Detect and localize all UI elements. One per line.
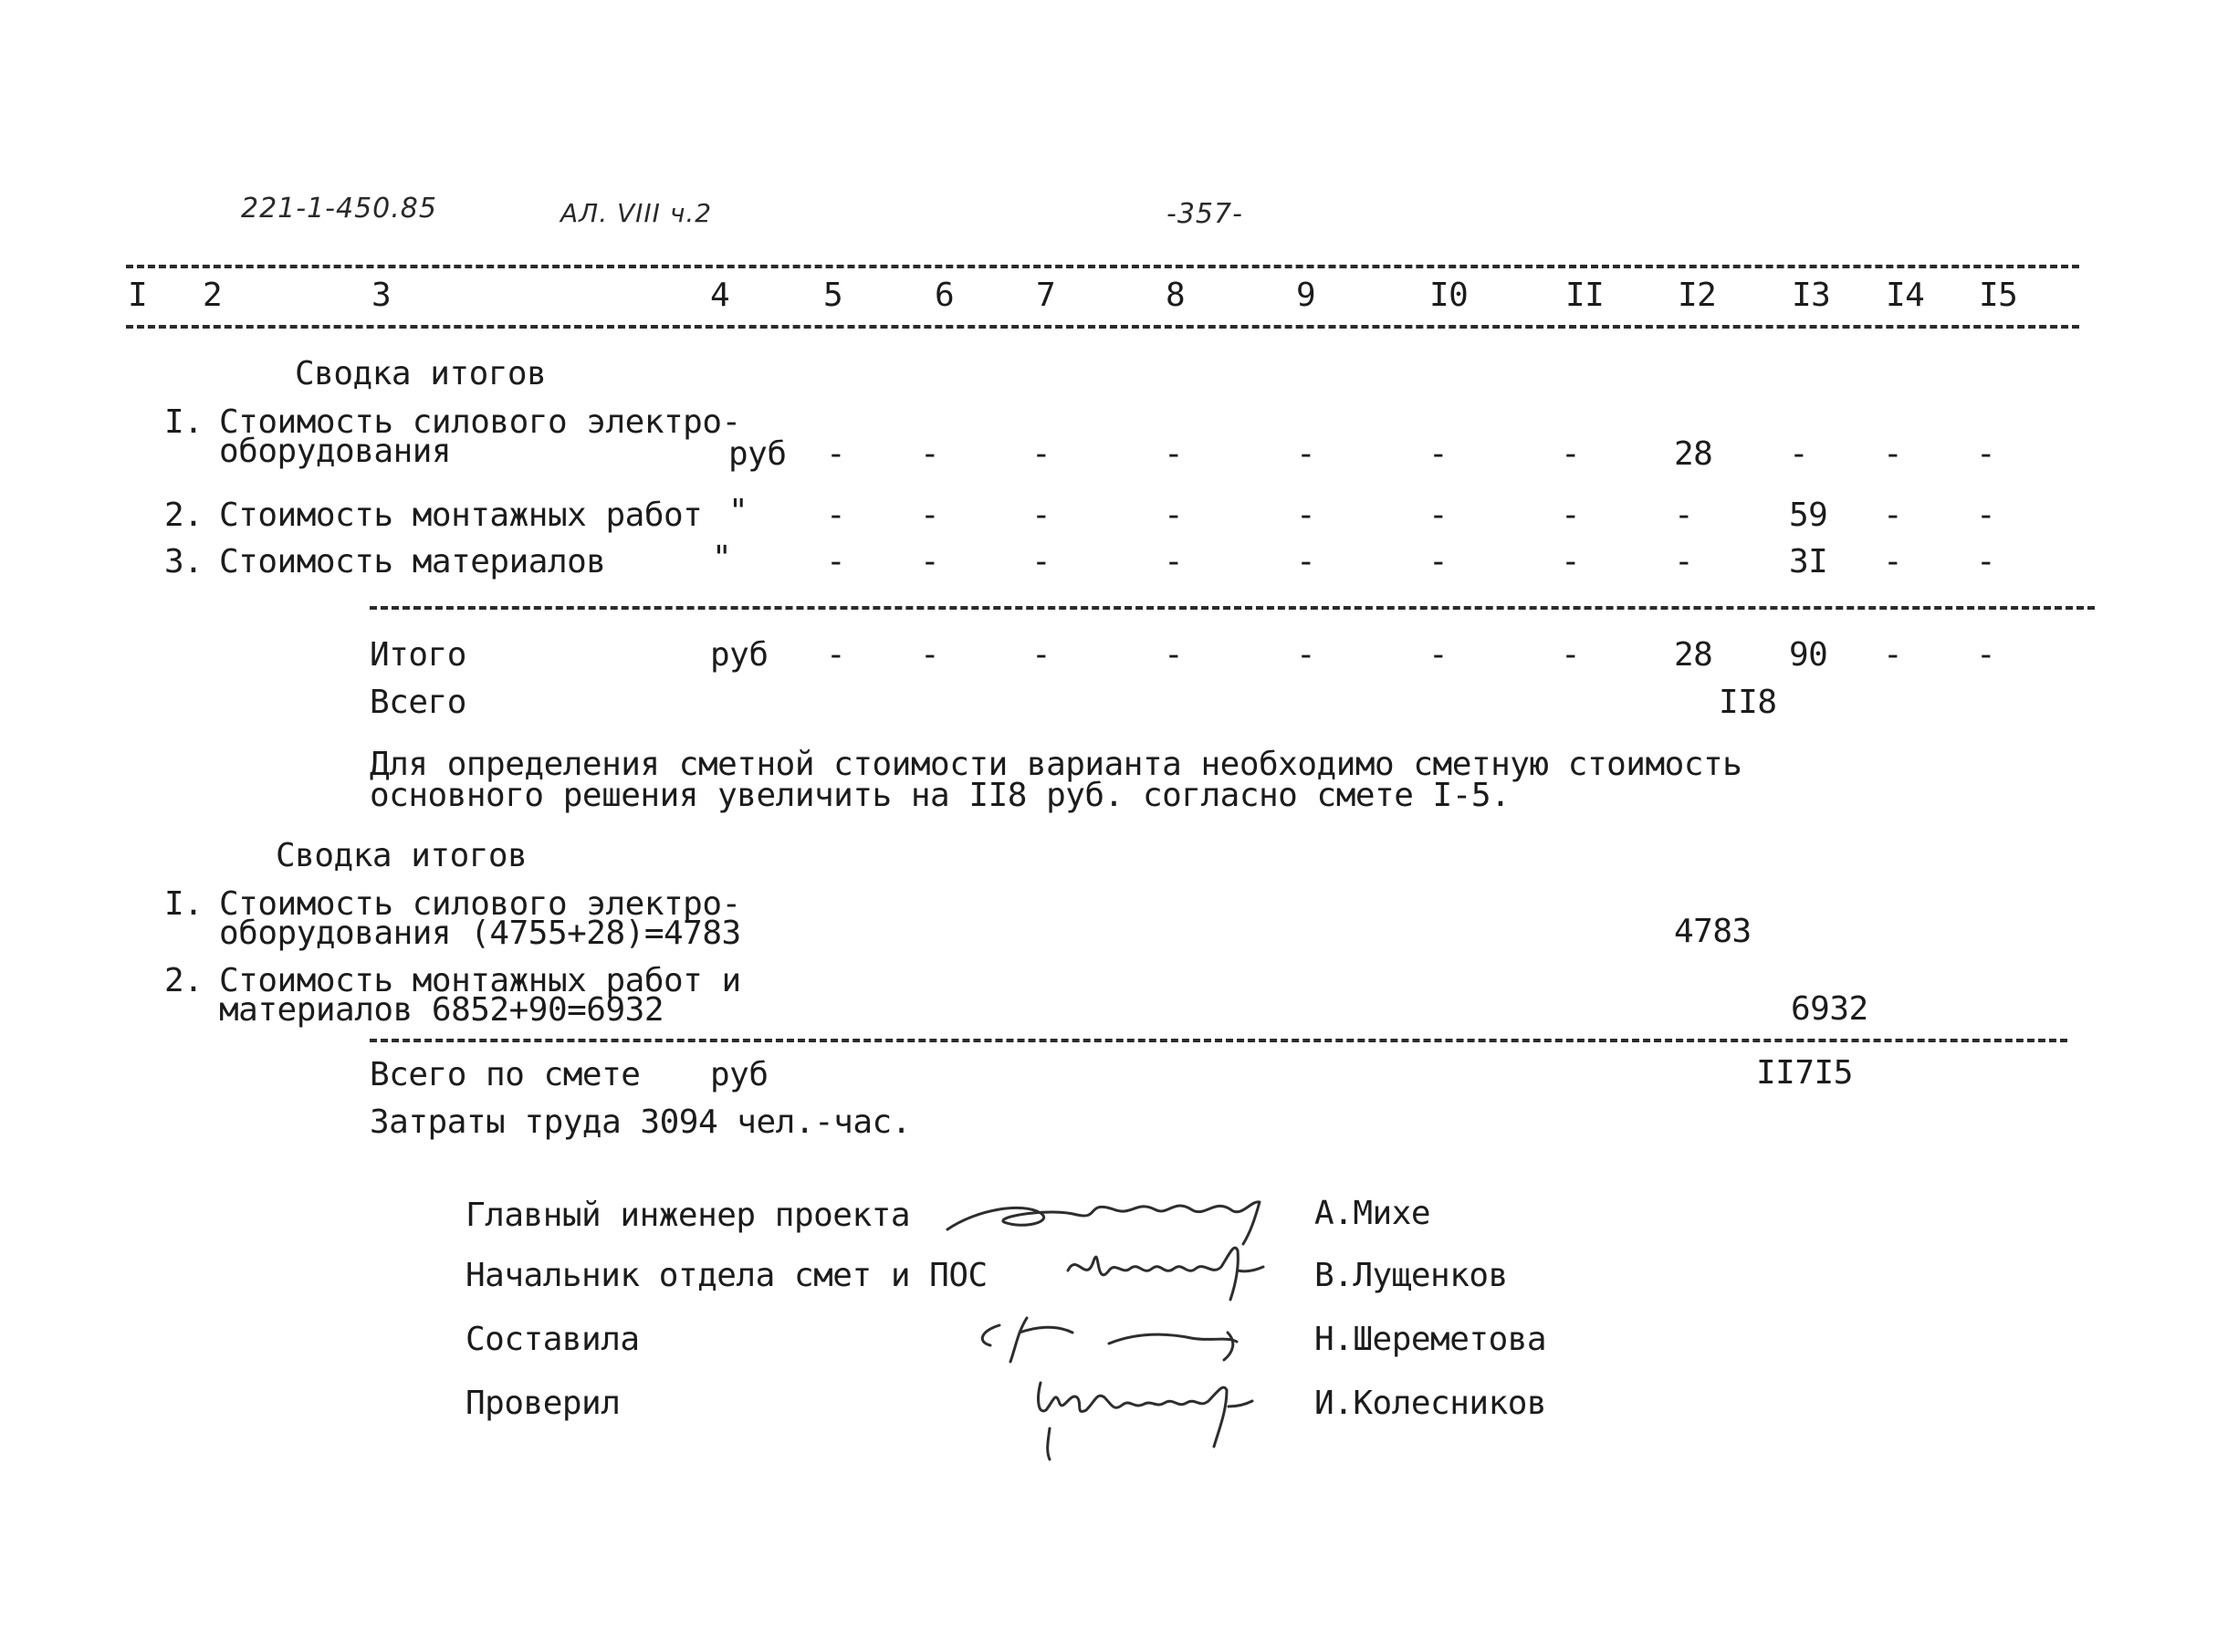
cell-5: - (826, 435, 846, 473)
row-label: Стоимость силового электро- (219, 885, 741, 923)
col-header-14: I4 (1886, 277, 1925, 314)
signature-department-head (1059, 1234, 1287, 1307)
row-label: Стоимость материалов (219, 543, 606, 580)
col-header-5: 5 (823, 277, 843, 314)
cell-13: 59 (1789, 497, 1828, 534)
row-label-cont: оборудования (219, 433, 452, 470)
cell-8: - (1164, 636, 1184, 674)
cell-9: - (1296, 435, 1316, 473)
cell-5: - (826, 636, 846, 674)
cell-6: - (920, 636, 940, 674)
col-header-9: 9 (1296, 277, 1316, 314)
row-number: 3. (164, 543, 204, 580)
cell-15: - (1976, 543, 1996, 580)
cell-7: - (1031, 435, 1051, 473)
col-header-8: 8 (1166, 277, 1186, 314)
cell-5: - (826, 497, 846, 534)
col-header-15: I5 (1979, 277, 2018, 314)
row-value: 4783 (1674, 913, 1752, 950)
signer-role: Начальник отдела смет и ПОС (465, 1257, 988, 1294)
cell-14: - (1883, 543, 1903, 580)
col-header-4: 4 (710, 277, 730, 314)
estimate-total-unit: руб (710, 1056, 769, 1093)
row-number: 2. (164, 497, 204, 534)
cell-7: - (1031, 636, 1051, 674)
cell-9: - (1296, 636, 1316, 674)
cell-13: 90 (1789, 636, 1828, 674)
cell-15: - (1976, 497, 1996, 534)
note-line-1: Для определения сметной стоимости варианта необходимо сметную стоимость (370, 746, 1742, 783)
col-header-3: 3 (371, 277, 392, 314)
cell-11: - (1561, 636, 1581, 674)
cell-5: - (826, 543, 846, 580)
cell-11: - (1561, 435, 1581, 473)
col-header-6: 6 (935, 277, 955, 314)
header-bottom-rule (126, 325, 2079, 329)
doc-code: 221-1-450.85 (241, 193, 437, 225)
estimate-total-label: Всего по смете (370, 1056, 641, 1093)
cell-13: - (1789, 435, 1809, 473)
row-label-cont: материалов 6852+90=6932 (219, 991, 664, 1029)
row-number: I. (164, 885, 204, 923)
header-top-rule (126, 265, 2079, 268)
cell-12: - (1674, 497, 1694, 534)
row-number: 2. (164, 962, 204, 999)
subtotal-label: Итого (370, 636, 466, 674)
cell-14: - (1883, 636, 1903, 674)
album-reference: АЛ. VIII ч.2 (560, 198, 713, 228)
page-number: -357- (1166, 198, 1243, 230)
signer-role: Главный инженер проекта (465, 1197, 910, 1234)
total-rule (370, 1039, 2067, 1042)
signer-name: Н.Шереметова (1314, 1321, 1547, 1358)
subtotal-rule (370, 606, 2095, 610)
summary-title: Сводка итогов (295, 355, 547, 392)
cell-6: - (920, 435, 940, 473)
summary-title-2: Сводка итогов (276, 837, 528, 874)
cell-10: - (1428, 543, 1449, 580)
col-header-10: I0 (1429, 277, 1469, 314)
col-header-12: I2 (1678, 277, 1717, 314)
cell-8: - (1164, 543, 1184, 580)
col-header-7: 7 (1036, 277, 1056, 314)
cell-11: - (1561, 497, 1581, 534)
signature-compiler (963, 1305, 1292, 1374)
signer-role: Проверил (465, 1385, 621, 1422)
cell-6: - (920, 543, 940, 580)
col-header-2: 2 (203, 277, 223, 314)
cell-12: - (1674, 543, 1694, 580)
row-label: Стоимость силового электро- (219, 403, 741, 441)
cell-7: - (1031, 543, 1051, 580)
row-unit: " (712, 539, 732, 577)
row-label-cont: оборудования (4755+28)=4783 (219, 915, 741, 952)
cell-14: - (1883, 497, 1903, 534)
cell-10: - (1428, 636, 1449, 674)
estimate-total-value: II7I5 (1756, 1054, 1853, 1092)
row-unit: руб (728, 435, 787, 473)
cell-15: - (1976, 435, 1996, 473)
grand-total-value: II8 (1719, 684, 1777, 721)
note-line-2: основного решения увеличить на II8 руб. согласно смете I-5. (370, 777, 1511, 814)
cell-10: - (1428, 435, 1449, 473)
signature-checker (1022, 1364, 1296, 1465)
cell-10: - (1428, 497, 1449, 534)
row-unit: " (728, 493, 748, 530)
grand-total-label: Всего (370, 684, 466, 721)
labor-costs: Затраты труда 3094 чел.-час. (370, 1103, 911, 1141)
signer-name: И.Колесников (1314, 1385, 1547, 1422)
cell-14: - (1883, 435, 1903, 473)
signer-name: А.Михе (1314, 1195, 1431, 1232)
cell-13: 3I (1789, 543, 1828, 580)
signer-name: В.Лущенков (1314, 1257, 1508, 1294)
cell-6: - (920, 497, 940, 534)
cell-8: - (1164, 497, 1184, 534)
row-number: I. (164, 403, 204, 441)
col-header-1: I (128, 277, 148, 314)
col-header-13: I3 (1792, 277, 1831, 314)
col-header-11: II (1565, 277, 1605, 314)
row-value: 6932 (1791, 990, 1868, 1028)
cell-11: - (1561, 543, 1581, 580)
cell-9: - (1296, 497, 1316, 534)
row-label: Стоимость монтажных работ (219, 497, 703, 534)
cell-12: 28 (1674, 636, 1713, 674)
cell-12: 28 (1674, 435, 1713, 473)
cell-8: - (1164, 435, 1184, 473)
subtotal-unit: руб (710, 636, 769, 674)
cell-9: - (1296, 543, 1316, 580)
cell-15: - (1976, 636, 1996, 674)
row-label: Стоимость монтажных работ и (219, 962, 741, 999)
signer-role: Составила (465, 1321, 640, 1358)
cell-7: - (1031, 497, 1051, 534)
